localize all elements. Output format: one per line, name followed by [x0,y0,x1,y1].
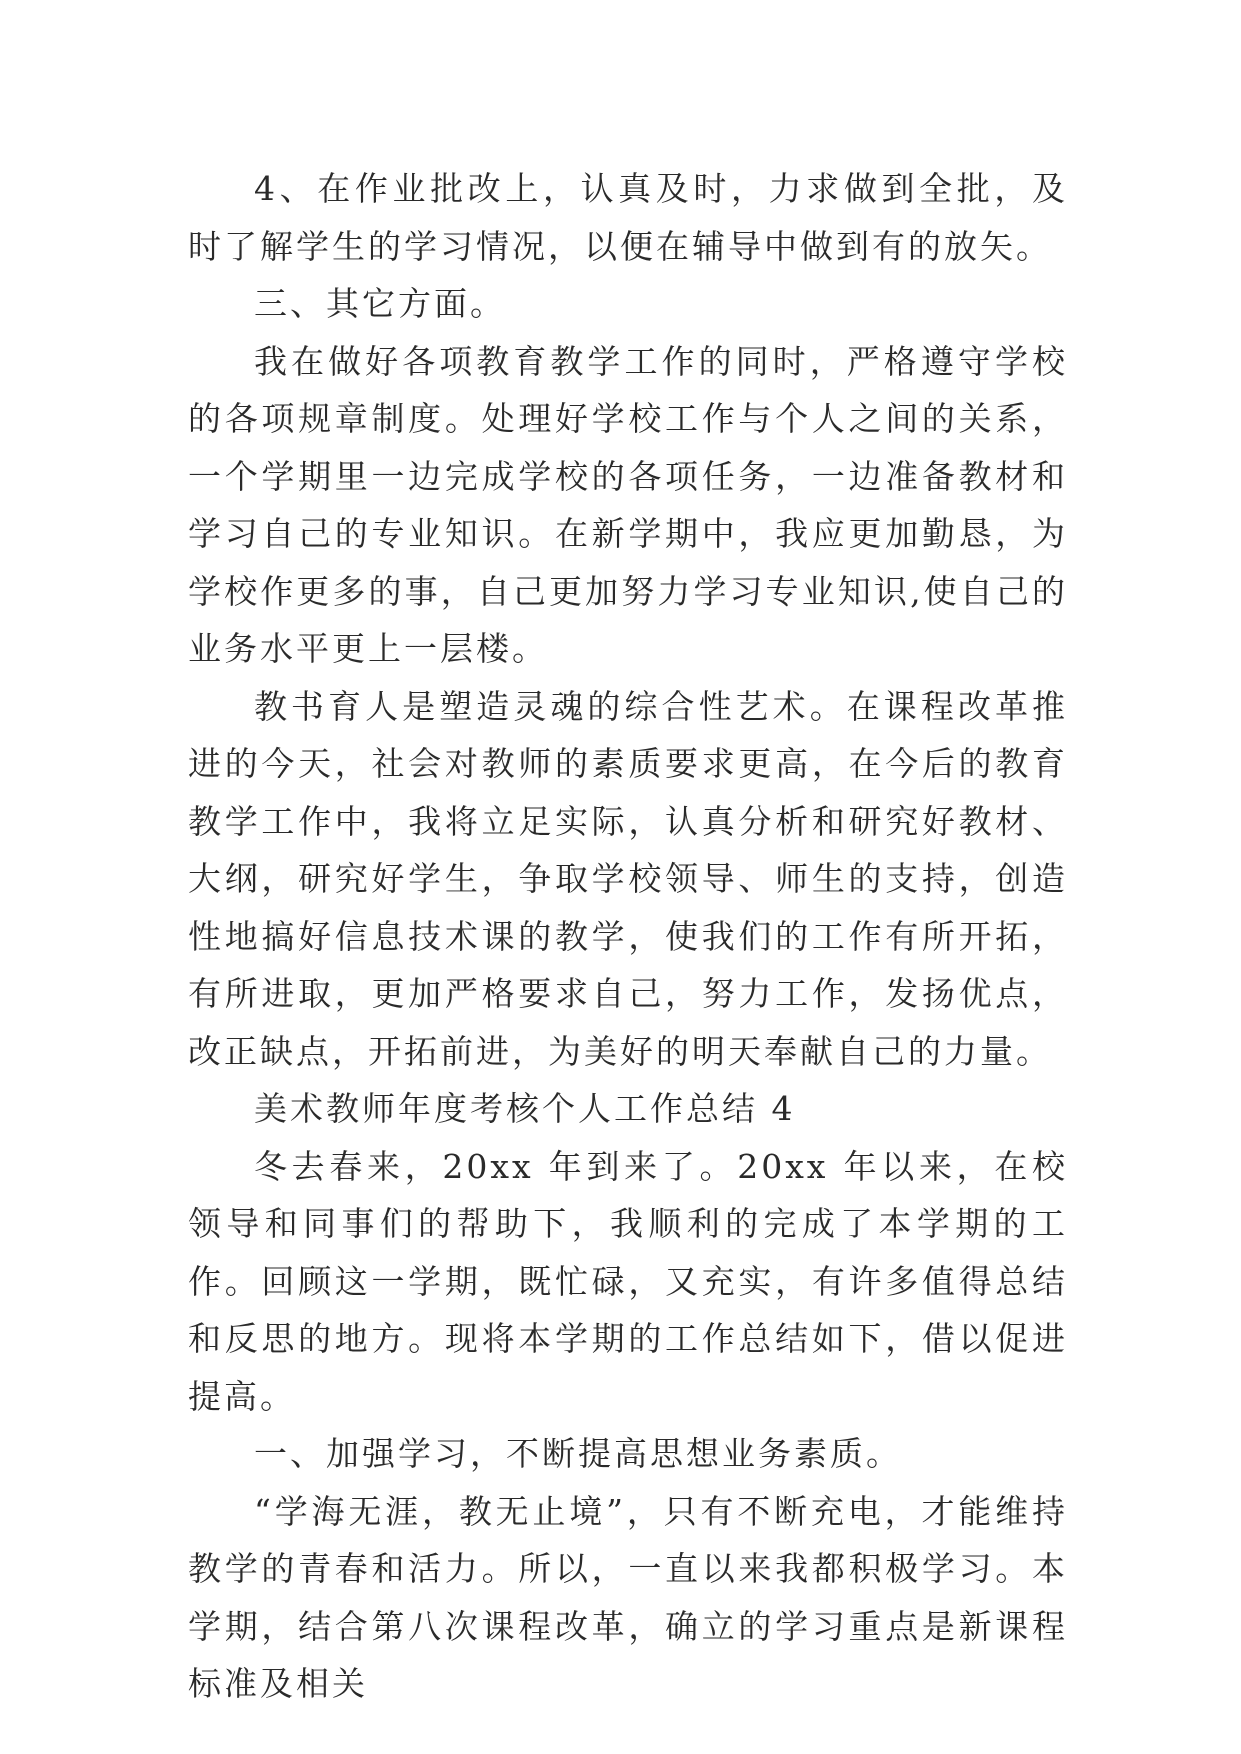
heading-other-aspects: 三、其它方面。 [254,284,506,323]
section-title-summary-4: 美术教师年度考核个人工作总结 4 [254,1089,796,1128]
heading-strengthen-learning: 一、加强学习，不断提高思想业务素质。 [254,1434,902,1473]
document-body [188,160,1068,1713]
paragraph-continuous-learning: “学海无涯，教无止境”，只有不断充电，才能维持教学的青春和活力。所以，一直以来我都积极学习。本学期，结合第八次课程改革，确立的学习重点是新课程标准及相关 [188,1491,1068,1703]
paragraph-teaching-art: 教书育人是塑造灵魂的综合性艺术。在课程改革推进的今天，社会对教师的素质要求更高，在今后的教育教学工作中，我将立足实际，认真分析和研究好教材、大纲，研究好学生，争取学校领导、师生的支持，创造性地搞好信息技术课的教学，使我们的工作有所开拓，有所进取，更加严格要求自己，努力工作，发扬优点，改正缺点，开拓前进，为美好的明天奉献自己的力量。 [188,686,1068,1071]
paragraph-homework-correction: 4、在作业批改上，认真及时，力求做到全批，及时了解学生的学习情况，以便在辅导中做到有的放矢。 [188,169,1068,266]
paragraph-school-rules: 我在做好各项教育教学工作的同时，严格遵守学校的各项规章制度。处理好学校工作与个人之间的关系，一个学期里一边完成学校的各项任务，一边准备教材和学习自己的专业知识。在新学期中，我应更加勤恳，为学校作更多的事，自己更加努力学习专业知识,使自己的业务水平更上一层楼。 [188,341,1068,668]
paragraph-year-review: 冬去春来，20xx 年到来了。20xx 年以来，在校领导和同事们的帮助下，我顺利的完成了本学期的工作。回顾这一学期，既忙碌，又充实，有许多值得总结和反思的地方。现将本学期的工作总结如下，借以促进提高。 [188,1146,1068,1416]
